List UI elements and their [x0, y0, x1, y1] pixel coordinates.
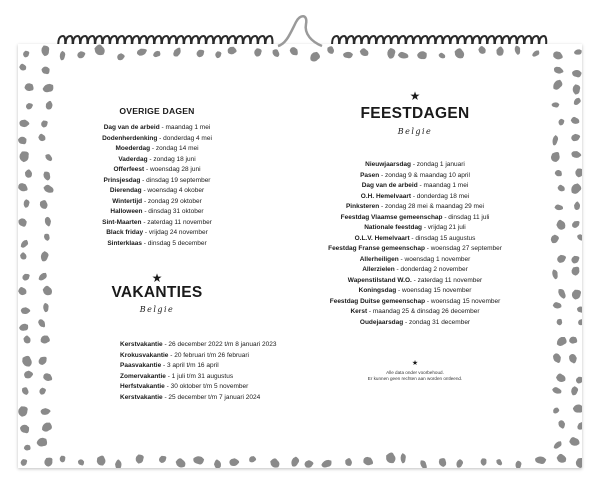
item-date: - zondag 14 mei	[150, 145, 199, 152]
item-date: - maandag 1 mei	[159, 124, 211, 131]
pattern-spot	[23, 81, 35, 93]
list-item	[46, 340, 277, 351]
list-item	[46, 186, 268, 197]
pattern-spot	[320, 458, 333, 468]
feestdagen-subtitle: Belgie	[397, 127, 433, 136]
list-item	[292, 192, 538, 203]
item-date: - 1 juli t/m 31 augustus	[165, 372, 234, 380]
item-name: Pasen	[360, 171, 380, 179]
footnote-line-2: Er kunnen geen rechten aan worden ontleend.	[367, 376, 463, 381]
list-item	[46, 382, 268, 393]
pattern-spot	[576, 233, 582, 241]
item-name: Herfstvakantie	[120, 383, 165, 390]
item-name: Halloween	[110, 208, 143, 215]
overige-dagen-title: OVERIGE DAGEN	[119, 106, 195, 116]
pattern-spot	[551, 102, 559, 108]
pattern-spot	[556, 287, 567, 300]
item-date: - woensdag 4 okober	[141, 187, 205, 194]
item-name: Wapenstilstand W.O.	[347, 276, 412, 284]
list-item	[292, 307, 538, 318]
pattern-spot	[40, 408, 50, 416]
overige-dagen-list	[46, 123, 268, 249]
item-date: - zondag 1 januari	[411, 161, 465, 168]
footnote-star-icon: ★	[411, 360, 419, 367]
item-date: - zondag 29 oktober	[142, 197, 202, 205]
list-item	[292, 255, 538, 266]
pattern-spot	[193, 456, 205, 466]
list-item	[46, 197, 268, 208]
pattern-spot	[552, 78, 564, 92]
pattern-spot	[20, 306, 31, 315]
item-date: - woensdag 27 september	[424, 245, 502, 252]
item-date: - dinsdag 5 december	[142, 239, 207, 247]
item-name: Krokusvakantie	[120, 351, 169, 359]
list-item	[292, 160, 538, 171]
pattern-spot	[456, 459, 464, 468]
item-date: - woensdag 1 november	[398, 255, 471, 263]
item-name: Oudejaarsdag	[359, 318, 404, 326]
item-date: - zaterdag 11 november	[411, 276, 483, 284]
list-item	[292, 223, 538, 234]
pattern-spot	[557, 184, 565, 192]
pattern-spot	[18, 181, 29, 194]
pattern-spot	[535, 456, 547, 464]
footnote-line-1: Alle data onder voorbehoud.	[386, 370, 444, 375]
list-item	[292, 244, 538, 255]
item-date: - donderdag 18 mei	[411, 192, 470, 200]
item-name: Dierendag	[109, 187, 142, 194]
list-item	[46, 176, 268, 187]
pattern-spot	[479, 457, 488, 466]
pattern-spot	[20, 386, 30, 396]
item-date: - 20 februari t/m 26 februari	[168, 351, 249, 359]
item-date: - dinsdag 19 september	[140, 176, 211, 184]
item-name: Dag van de arbeid	[103, 124, 160, 131]
list-item	[46, 123, 268, 134]
pattern-spot	[573, 96, 582, 106]
item-date: - zaterdag 11 november	[141, 218, 212, 226]
item-name: Dodenherdenking	[102, 134, 158, 142]
item-name: Offerfeest	[113, 166, 145, 173]
pattern-spot	[419, 459, 429, 468]
vakanties-subtitle: Belgie	[139, 305, 175, 314]
pattern-spot	[570, 265, 582, 277]
pattern-spot	[95, 454, 108, 467]
pattern-spot	[552, 386, 563, 394]
pattern-spot	[578, 319, 582, 326]
item-name: Kerst	[350, 308, 368, 315]
pattern-spot	[114, 459, 122, 468]
list-item	[46, 228, 268, 239]
pattern-spot	[571, 386, 578, 395]
list-item	[292, 265, 538, 276]
pattern-spot	[229, 457, 240, 467]
pattern-spot	[18, 150, 31, 164]
item-date: - woensdag 28 juni	[144, 166, 201, 173]
pattern-spot	[553, 440, 564, 451]
item-date: - donderdag 4 mei	[157, 134, 212, 142]
list-item	[292, 202, 538, 213]
pattern-spot	[18, 287, 27, 295]
pattern-spot	[570, 117, 579, 125]
pattern-spot	[551, 269, 559, 280]
pattern-spot	[553, 353, 562, 364]
pattern-spot	[42, 82, 56, 95]
pattern-spot	[569, 354, 577, 364]
pattern-spot	[18, 135, 28, 145]
pattern-spot	[551, 234, 560, 243]
pattern-spot	[568, 335, 579, 346]
item-name: Kerstvakantie	[120, 393, 163, 401]
item-date: - maandag 25 & dinsdag 26 december	[367, 308, 480, 315]
pattern-spot	[269, 457, 282, 468]
pattern-spot	[572, 84, 581, 95]
pattern-spot	[23, 168, 33, 179]
vakanties-star-icon: ★	[151, 271, 163, 285]
list-item	[292, 297, 538, 308]
hanger-wire	[278, 16, 322, 46]
pattern-spot	[558, 119, 564, 126]
pattern-spot	[569, 437, 579, 446]
pattern-spot	[18, 322, 30, 333]
pattern-spot	[495, 458, 504, 466]
item-name: Dag van de arbeid	[361, 182, 418, 189]
list-item	[292, 276, 538, 287]
pattern-spot	[18, 118, 30, 128]
list-item	[46, 361, 268, 372]
pattern-spot	[558, 420, 565, 429]
item-date: - woensdag 15 november	[396, 287, 472, 294]
list-item	[46, 144, 268, 155]
pattern-spot	[291, 456, 300, 467]
item-date: - vrijdag 21 juli	[422, 224, 466, 231]
list-item	[46, 218, 268, 229]
pattern-spot	[576, 420, 582, 431]
item-name: Feestdag Vlaamse gemeenschap	[340, 213, 443, 221]
pattern-spot	[571, 288, 582, 300]
item-name: Pinksteren	[345, 203, 380, 210]
pattern-spot	[549, 150, 563, 164]
item-date: - zondag 28 mei & maandag 29 mei	[379, 203, 485, 210]
pattern-spot	[78, 459, 85, 466]
item-name: Sint-Maarten	[102, 218, 142, 226]
pattern-spot	[556, 220, 566, 230]
list-item	[46, 239, 268, 250]
item-name: Feestdag Duitse gemeenschap	[329, 297, 426, 305]
item-name: Paasvakantie	[120, 362, 162, 369]
list-item	[46, 393, 268, 404]
pattern-spot	[19, 423, 30, 434]
item-name: Nieuwjaarsdag	[365, 161, 412, 168]
pattern-spot	[571, 134, 580, 141]
pattern-spot	[22, 273, 31, 281]
pattern-spot	[556, 453, 567, 463]
pattern-spot	[26, 103, 34, 110]
item-date: - 25 december t/m 7 januari 2024	[162, 393, 261, 401]
item-date: - vrijdag 24 november	[143, 229, 208, 236]
item-name: Black friday	[106, 229, 144, 236]
pattern-spot	[400, 453, 406, 464]
pattern-spot	[557, 254, 567, 263]
item-name: Koningsdag	[358, 287, 397, 294]
pattern-spot	[135, 453, 145, 464]
item-name: Nationale feestdag	[364, 224, 423, 231]
pattern-spot	[572, 403, 582, 415]
item-name: Moederdag	[115, 145, 151, 152]
pattern-spot	[552, 406, 560, 414]
item-date: - zondag 18 juni	[147, 155, 196, 163]
pattern-spot	[20, 238, 30, 249]
pattern-spot	[35, 435, 49, 449]
pattern-spot	[344, 457, 354, 467]
item-date: - maandag 1 mei	[417, 182, 469, 189]
pattern-spot	[174, 457, 186, 468]
list-item	[46, 207, 268, 218]
vakanties-title: VAKANTIES	[111, 284, 203, 301]
pattern-spot	[554, 169, 563, 179]
item-date: - zondag 31 december	[403, 318, 471, 326]
item-date: - donderdag 2 november	[394, 266, 468, 273]
pattern-spot	[41, 251, 49, 262]
pattern-spot	[23, 199, 29, 208]
list-item	[46, 165, 268, 176]
feestdagen-list	[292, 160, 538, 328]
pattern-spot	[555, 335, 568, 349]
item-date: - dinsdag 15 augustus	[409, 234, 476, 242]
list-item	[46, 134, 268, 145]
pattern-spot	[570, 182, 582, 196]
pattern-spot	[573, 201, 581, 211]
pattern-spot	[23, 443, 32, 452]
list-item	[46, 351, 268, 362]
list-item	[46, 155, 268, 166]
pattern-spot	[18, 218, 27, 228]
pattern-spot	[59, 455, 67, 463]
item-name: Allerheiligen	[359, 255, 399, 263]
item-name: Zomervakantie	[120, 372, 166, 380]
list-item	[292, 318, 538, 329]
pattern-spot	[575, 376, 582, 384]
item-date: - 30 oktober t/m 5 november	[164, 383, 249, 390]
pattern-spot	[553, 302, 562, 309]
item-name: Sinterklaas	[107, 239, 142, 247]
item-name: Wintertijd	[112, 197, 143, 205]
pattern-spot	[555, 318, 564, 327]
pattern-spot	[38, 134, 46, 142]
item-date: - 3 april t/m 16 april	[161, 362, 219, 369]
pattern-spot	[214, 459, 222, 468]
pattern-spot	[515, 460, 522, 468]
list-item	[292, 234, 538, 245]
pattern-spot	[20, 354, 35, 369]
pattern-spot	[43, 456, 55, 468]
pattern-spot	[571, 220, 581, 229]
pattern-spot	[572, 70, 582, 78]
pattern-spot	[22, 335, 31, 344]
pattern-spot	[19, 252, 27, 261]
list-item	[292, 286, 538, 297]
pattern-spot	[158, 455, 167, 464]
vakanties-list	[46, 340, 277, 403]
item-name: Allerzielen	[362, 266, 395, 273]
item-date: - 26 december 2022 t/m 8 januari 2023	[162, 341, 277, 348]
pattern-spot	[304, 460, 314, 468]
pattern-spot	[362, 455, 375, 468]
pattern-spot	[40, 420, 53, 434]
item-date: - dinsdag 31 oktober	[142, 208, 204, 215]
feestdagen-title: FEESTDAGEN	[360, 105, 470, 122]
item-name: O.H. Hemelvaart	[360, 192, 412, 200]
item-date: - woensdag 15 november	[425, 297, 501, 305]
pattern-spot	[574, 167, 582, 178]
pattern-spot	[18, 405, 30, 418]
hanger-hook	[0, 0, 600, 70]
pattern-spot	[384, 451, 398, 465]
pattern-spot	[574, 456, 582, 468]
pattern-spot	[552, 135, 558, 146]
item-name: Kerstvakantie	[120, 341, 163, 348]
pattern-spot	[37, 318, 46, 329]
item-date: - zondag 9 & maandag 10 april	[379, 171, 470, 179]
list-item	[46, 372, 268, 383]
pattern-spot	[248, 455, 257, 464]
item-name: O.L.V. Hemelvaart	[354, 234, 410, 242]
pattern-spot	[23, 370, 33, 379]
feestdagen-star-icon: ★	[409, 89, 421, 103]
list-item	[292, 181, 538, 192]
item-name: Prinsjesdag	[103, 176, 141, 184]
pattern-spot	[571, 255, 581, 264]
pattern-spot	[554, 205, 563, 211]
pattern-spot	[577, 306, 582, 314]
item-date: - dinsdag 11 juli	[442, 213, 490, 221]
pattern-spot	[556, 373, 567, 382]
pattern-spot	[437, 456, 449, 468]
list-item	[292, 213, 538, 224]
item-name: Vaderdag	[118, 155, 148, 163]
pattern-spot	[570, 149, 582, 159]
pattern-spot	[20, 458, 28, 466]
list-item	[292, 171, 538, 182]
item-name: Feestdag Franse gemeenschap	[328, 245, 425, 252]
